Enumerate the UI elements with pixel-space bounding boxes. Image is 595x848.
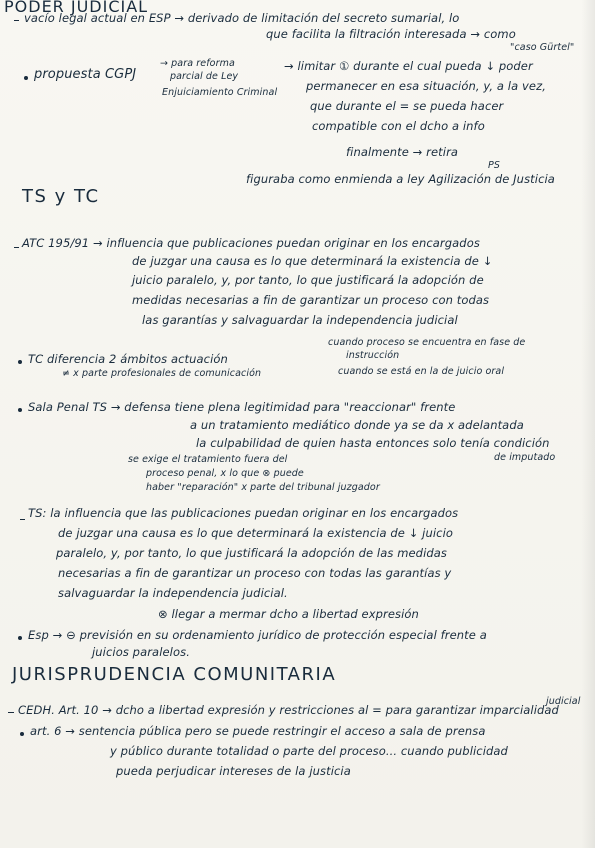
note-line: las garantías y salvaguardar la independencia judicial (142, 313, 458, 327)
note-line: cuando proceso se encuentra en fase de (328, 337, 526, 348)
note-line: a un tratamiento mediático donde ya se da x adelantada (190, 418, 524, 432)
note-line: vacío legal actual en ESP → derivado de limitación del secreto sumarial, lo (24, 11, 460, 25)
note-line: Sala Penal TS → defensa tiene plena legitimidad para "reaccionar" frente (28, 400, 456, 414)
note-line: "caso Gürtel" (510, 42, 575, 53)
note-line: medidas necesarias a fin de garantizar un proceso con todas (132, 293, 490, 307)
note-line: instrucción (346, 350, 400, 361)
bullet (18, 408, 22, 412)
page-edge-shadow (581, 0, 595, 848)
note-line: CEDH. Art. 10 → dcho a libertad expresión y restricciones al = para garantizar imparcialidad (18, 703, 559, 717)
bullet (18, 360, 22, 364)
note-line: TC diferencia 2 ámbitos actuación (28, 352, 228, 366)
page-title: PODER JUDICIAL (4, 0, 149, 16)
note-line: art. 6 → sentencia pública pero se puede restringir el acceso a sala de prensa (30, 724, 486, 738)
note-line: la culpabilidad de quien hasta entonces solo tenía condición (196, 436, 550, 450)
note-line: cuando se está en la de juicio oral (338, 366, 505, 377)
dash-bullet (20, 519, 25, 520)
note-line: se exige el tratamiento fuera del (128, 454, 288, 465)
note-line: propuesta CGPJ (34, 67, 137, 82)
bullet (24, 76, 28, 80)
note-line: de juzgar una causa es lo que determinará la existencia de ↓ juicio (58, 526, 454, 540)
note-line: finalmente → retira (346, 145, 459, 159)
note-line: de imputado (494, 452, 556, 463)
note-line: Esp → ⊖ previsión en su ordenamiento jurídico de protección especial frente a (28, 628, 487, 642)
dash-bullet (14, 20, 19, 21)
bullet (18, 636, 22, 640)
note-line: compatible con el dcho a info (312, 119, 485, 133)
note-line: y público durante totalidad o parte del proceso... cuando publicidad (110, 744, 508, 758)
section-heading: TS y TC (22, 186, 100, 207)
note-line: ATC 195/91 → influencia que publicaciones puedan originar en los encargados (22, 236, 480, 250)
note-line: Enjuiciamiento Criminal (162, 87, 278, 98)
note-line: necesarias a fin de garantizar un proceso con todas las garantías y (58, 566, 452, 580)
note-line: juicio paralelo, y, por tanto, lo que justificará la adopción de (132, 273, 484, 287)
note-line: proceso penal, x lo que ⊗ puede (146, 468, 304, 479)
note-line: judicial (546, 696, 581, 707)
note-line: ≠ x parte profesionales de comunicación (62, 368, 262, 379)
section-heading: JURISPRUDENCIA COMUNITARIA (12, 664, 337, 685)
note-line: PS (488, 160, 500, 171)
dash-bullet (14, 247, 19, 248)
note-line: → para reforma (160, 58, 235, 69)
note-line: que durante el = se pueda hacer (310, 99, 504, 113)
note-line: paralelo, y, por tanto, lo que justificará la adopción de las medidas (56, 546, 448, 560)
note-line: parcial de Ley (170, 71, 239, 82)
note-line: de juzgar una causa es lo que determinará la existencia de ↓ (132, 254, 493, 268)
note-line: figuraba como enmienda a ley Agilización de Justicia (246, 172, 555, 186)
note-line: TS: la influencia que las publicaciones puedan originar en los encargados (28, 506, 459, 520)
note-line: juicios paralelos. (92, 645, 190, 659)
note-line: permanecer en esa situación, y, a la vez, (306, 79, 546, 93)
note-line: que facilita la filtración interesada → como (266, 27, 516, 41)
note-line: haber "reparación" x parte del tribunal juzgador (146, 482, 380, 493)
note-line: salvaguardar la independencia judicial. (58, 586, 288, 600)
note-line: → limitar ① durante el cual pueda ↓ poder (284, 59, 533, 73)
bullet (20, 732, 24, 736)
note-line: ⊗ llegar a mermar dcho a libertad expresión (158, 607, 419, 621)
dash-bullet (8, 712, 14, 713)
note-line: pueda perjudicar intereses de la justicia (116, 764, 351, 778)
